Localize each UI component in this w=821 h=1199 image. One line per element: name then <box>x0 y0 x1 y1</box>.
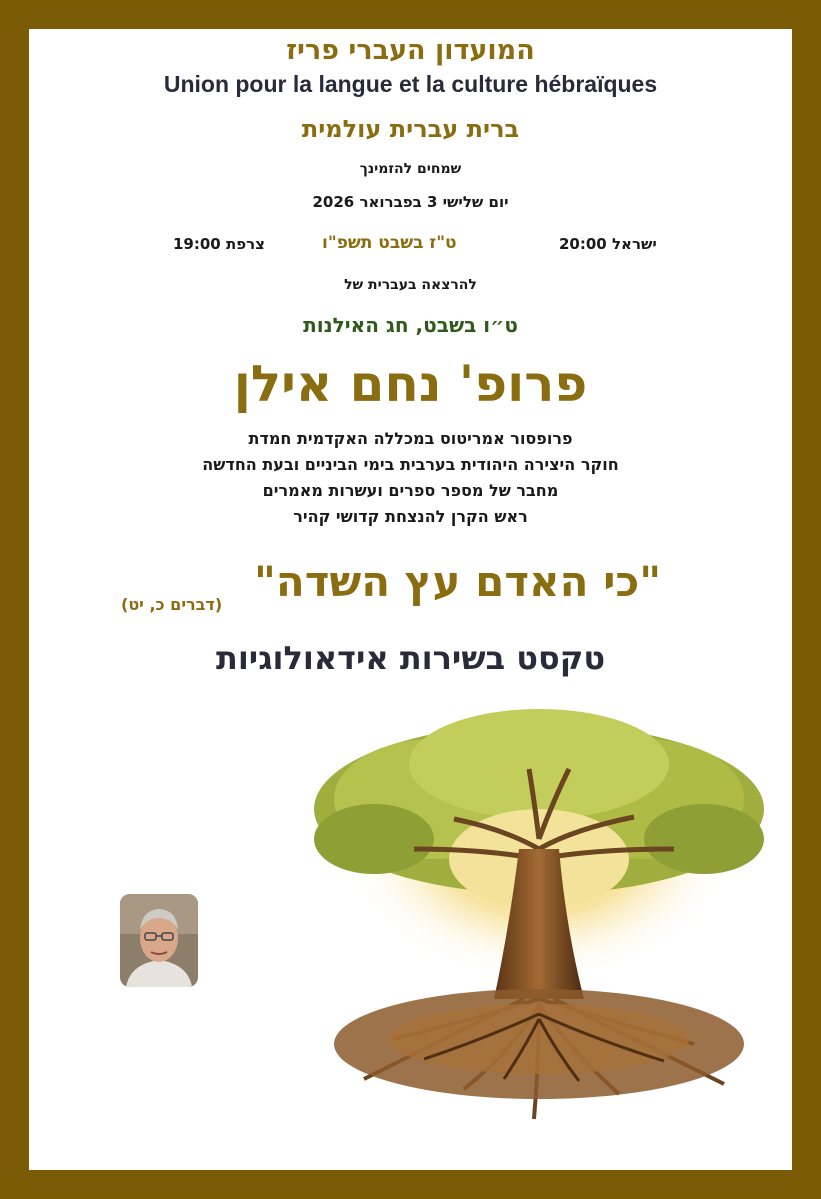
tree-illustration <box>304 699 774 1169</box>
speaker-bio-line: חוקר היצירה היהודית בערבית בימי הביניים ובעת החדשה <box>202 455 619 474</box>
club-name-french: Union pour la langue et la culture hébraïques <box>163 71 658 97</box>
invite-line: שמחים להזמינך <box>359 161 462 177</box>
time-france: 19:00 צרפת <box>173 235 265 253</box>
speaker-bio-line: פרופסור אמריטוס במכללה האקדמית חמדת <box>248 429 573 448</box>
event-date: יום שלישי 3 בפברואר 2026 <box>312 193 509 211</box>
occasion-line: ט״ו בשבט, חג האילנות <box>303 313 518 337</box>
org-name-hebrew: ברית עברית עולמית <box>301 115 520 143</box>
lecture-title: "כי האדם עץ השדה" <box>254 557 662 606</box>
club-name-hebrew: המועדון העברי פריז <box>286 35 535 66</box>
speaker-bio-line: מחבר של מספר ספרים ועשרות מאמרים <box>262 481 559 500</box>
hebrew-date: ט"ז בשבט תשפ"ו <box>322 233 457 253</box>
title-source: (דברים כ, יט) <box>121 595 223 614</box>
speaker-photo <box>120 894 198 987</box>
speaker-name: פרופ' נחם אילן <box>233 355 588 413</box>
speaker-bio-line: ראש הקרן להנצחת קדושי קהיר <box>293 507 528 526</box>
lecture-intro: להרצאה בעברית של <box>344 277 477 293</box>
poster-paper <box>29 29 792 1170</box>
lecture-subtitle: טקסט בשירות אידאולוגיות <box>215 639 606 677</box>
time-israel: 20:00 ישראל <box>559 235 657 253</box>
